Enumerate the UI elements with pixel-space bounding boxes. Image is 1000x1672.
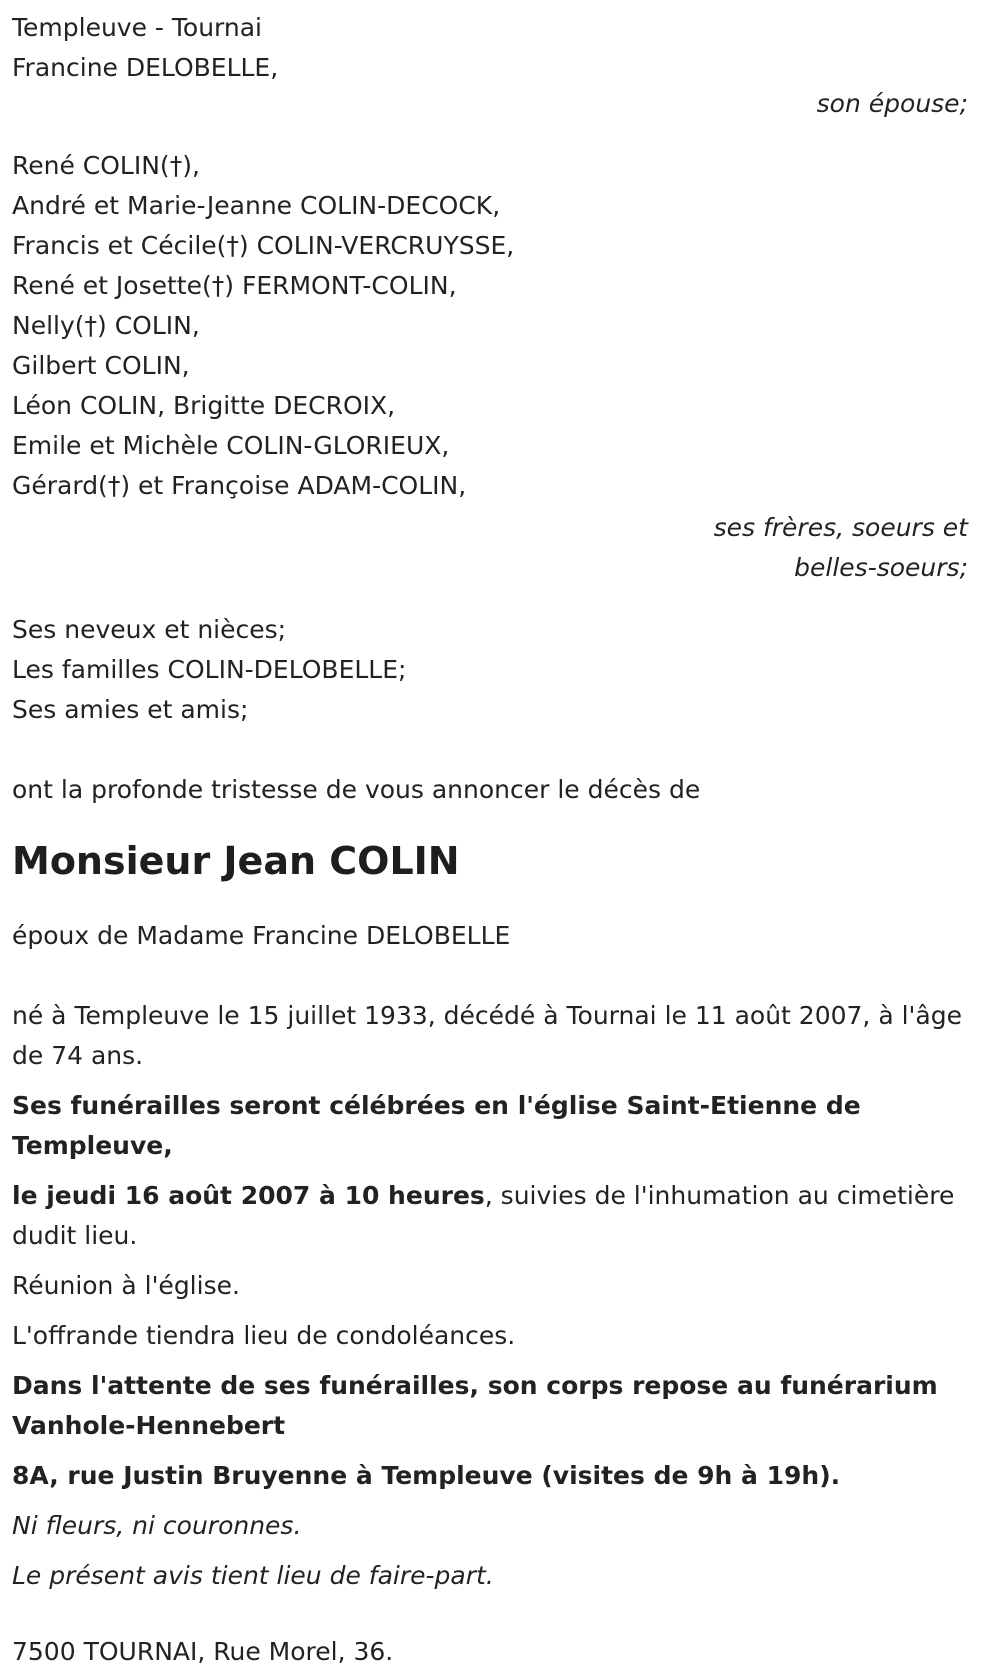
birth-death-text: né à Templeuve le 15 juillet 1933, décédé à Tournai le 11 août 2007, à l'âge de 74 ans. xyxy=(12,1001,962,1070)
sibling-entry: Gérard(†) et Françoise ADAM-COLIN, xyxy=(12,471,467,500)
siblings-role-line1: ses frères, soeurs et xyxy=(713,513,968,542)
sibling-entry: André et Marie-Jeanne COLIN-DECOCK, xyxy=(12,191,501,220)
spouse-role: son épouse; xyxy=(816,89,968,118)
relatives-entry: Ses amies et amis; xyxy=(12,695,249,724)
funerarium-address: 8A, rue Justin Bruyenne à Templeuve (visites de 9h à 19h). xyxy=(12,1461,841,1490)
deceased-name: Monsieur Jean COLIN xyxy=(12,839,460,883)
notice-text: Le présent avis tient lieu de faire-part. xyxy=(12,1561,494,1590)
sibling-entry: Gilbert COLIN, xyxy=(12,351,190,380)
spouse-name: Francine DELOBELLE, xyxy=(12,53,279,82)
funerarium-text: Dans l'attente de ses funérailles, son corps repose au funérarium Vanhole-Hennebert xyxy=(12,1371,938,1440)
offering-text: L'offrande tiendra lieu de condoléances. xyxy=(12,1321,516,1350)
other-relatives xyxy=(12,610,988,730)
announcement-text: ont la profonde tristesse de vous annoncer le décès de xyxy=(12,775,701,804)
funeral-date: le jeudi 16 août 2007 à 10 heures xyxy=(12,1181,485,1210)
siblings-role-line2: belles-soeurs; xyxy=(794,553,968,582)
funeral-date-paragraph xyxy=(12,1176,988,1256)
relatives-entry: Ses neveux et nièces; xyxy=(12,615,287,644)
location-header: Templeuve - Tournai xyxy=(12,13,262,42)
sibling-entry: René COLIN(†), xyxy=(12,151,200,180)
sibling-entry: Léon COLIN, Brigitte DECROIX, xyxy=(12,391,396,420)
family-address: 7500 TOURNAI, Rue Morel, 36. xyxy=(12,1637,394,1666)
sibling-entry: Emile et Michèle COLIN-GLORIEUX, xyxy=(12,431,450,460)
meeting-text: Réunion à l'église. xyxy=(12,1271,240,1300)
funeral-church: Ses funérailles seront célébrées en l'église Saint-Etienne de Templeuve, xyxy=(12,1091,861,1160)
siblings-list xyxy=(12,146,988,506)
sibling-entry: René et Josette(†) FERMONT-COLIN, xyxy=(12,271,457,300)
no-flowers-text: Ni fleurs, ni couronnes. xyxy=(12,1511,302,1540)
sibling-entry: Nelly(†) COLIN, xyxy=(12,311,200,340)
spouse-of-text: époux de Madame Francine DELOBELLE xyxy=(12,921,511,950)
funeral-burial: , suivies de l'inhumation au cimetière dudit lieu. xyxy=(12,1181,955,1250)
sibling-entry: Francis et Cécile(†) COLIN-VERCRUYSSE, xyxy=(12,231,515,260)
relatives-entry: Les familles COLIN-DELOBELLE; xyxy=(12,655,407,684)
